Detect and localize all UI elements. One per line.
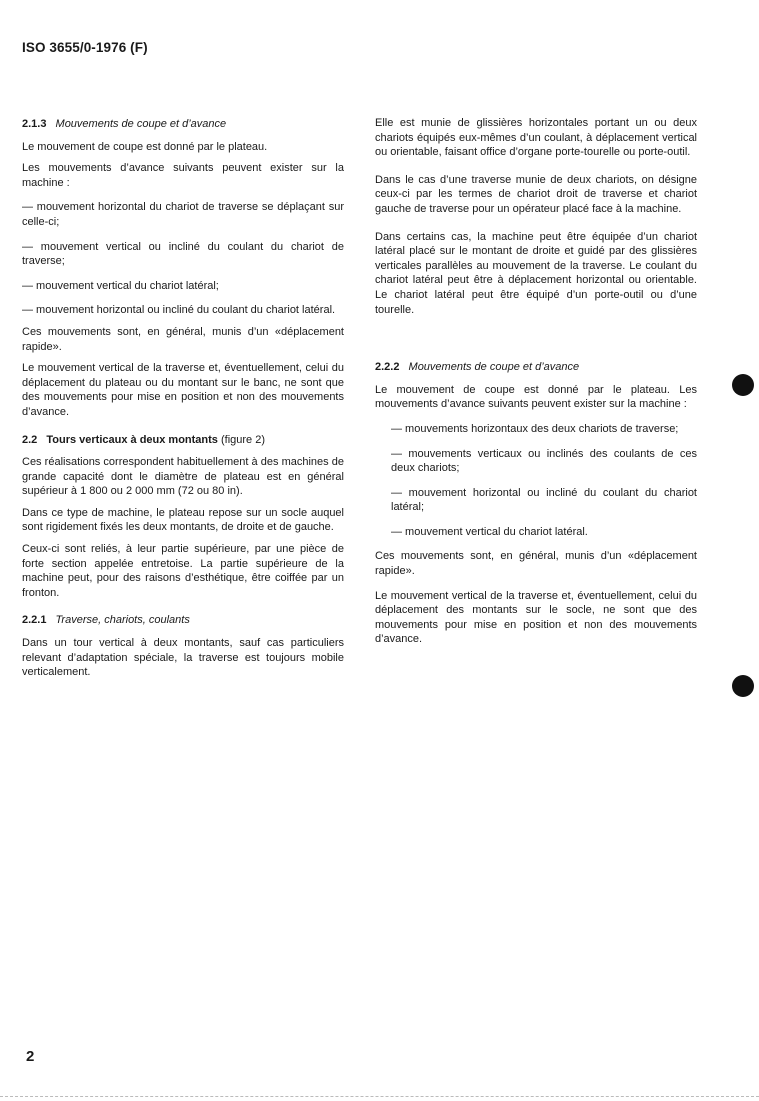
binding-hole-mark [732, 374, 754, 396]
list-item: — mouvement vertical du chariot latéral; [22, 279, 219, 292]
section-2-1-3-heading [22, 117, 344, 132]
section-number: 2.2.1 [22, 614, 47, 627]
paragraph: Dans certains cas, la machine peut être équipée d’un chariot latéral placé sur le montant de droite et guidé par des glissières verticales parallèles au mouvement de la traverse. Le coulant du chariot latéral peut être à déplacement horizontal ou orientable. Le chariot latéral peut être équipé d’un porte-outil ou d’une tourelle. [375, 230, 697, 316]
section-title: Traverse, chariots, coulants [55, 614, 190, 627]
paragraph: Ceux-ci sont reliés, à leur partie supérieure, par une pièce de forte section appelée entretoise. La partie supérieure de la machine peut, pour des raisons d’esthétique, être coiffée par un fronton. [22, 543, 344, 599]
paragraph: Ces réalisations correspondent habituellement à des machines de grande capacité dont le diamètre de plateau est en général supérieur à 1 800 ou 2 000 mm (72 ou 80 in). [22, 456, 344, 498]
document-header: ISO 3655/0-1976 (F) [22, 40, 148, 55]
paragraph: Ces mouvements sont, en général, munis d’un «déplacement rapide». [375, 550, 697, 578]
bottom-divider [0, 1096, 759, 1098]
section-2-2-1-heading [22, 613, 344, 628]
paragraph: Le mouvement de coupe est donné par le plateau. Les mouvements d’avance suivants peuvent exister sur la machine : [375, 383, 697, 411]
page-number: 2 [26, 1048, 35, 1065]
paragraph: Ces mouvements sont, en général, munis d’un «déplacement rapide». [22, 325, 344, 353]
list-item: — mouvement vertical ou incliné du coulant du chariot de traverse; [22, 240, 344, 268]
list-item: — mouvements horizontaux des deux chariots de traverse; [391, 422, 679, 435]
section-number: 2.1.3 [22, 118, 47, 130]
paragraph: Le mouvement vertical de la traverse et, éventuellement, celui du déplacement des montants sur le socle, ne sont que des mouvements pour mise en position et non des mouvements d’avance. [375, 589, 697, 646]
paragraph: Les mouvements d’avance suivants peuvent exister sur la machine : [22, 162, 344, 189]
paragraph: Dans ce type de machine, le plateau repose sur un socle auquel sont rigidement fixés les deux montants, de droite et de gauche. [22, 506, 344, 534]
list-item: — mouvements verticaux ou inclinés des coulants de ces deux chariots; [391, 447, 697, 475]
section-number: 2.2 [22, 433, 38, 446]
binding-hole-mark [732, 675, 754, 697]
left-column [22, 117, 344, 687]
list-item: — mouvement vertical du chariot latéral. [391, 525, 588, 538]
section-title-suffix: (figure 2) [221, 433, 266, 446]
paragraph: Dans le cas d’une traverse munie de deux chariots, on désigne ceux-ci par les termes de chariot droit de traverse et chariot gauche de traverse pour un opérateur placé face à la machine. [375, 173, 697, 215]
section-title: Tours verticaux à deux montants [46, 433, 218, 446]
right-column [375, 116, 697, 654]
section-title: Mouvements de coupe et d’avance [408, 361, 580, 374]
paragraph: Elle est munie de glissières horizontales portant un ou deux chariots équipés eux-mêmes d’un coulant, à déplacement vertical ou orientable, faisant office d’organe porte-tourelle ou porte-outil. [375, 117, 697, 159]
section-title: Mouvements de coupe et d’avance [55, 118, 227, 130]
section-number: 2.2.2 [375, 361, 400, 374]
paragraph: Le mouvement vertical de la traverse et, éventuellement, celui du déplacement du plateau ou du montant sur le banc, ne sont que des mouvements pour mise en position et non des mouvements d’avance. [22, 362, 344, 418]
paragraph: Le mouvement de coupe est donné par le plateau. [22, 140, 268, 153]
list-item: — mouvement horizontal ou incliné du coulant du chariot latéral. [22, 304, 336, 317]
section-2-2-heading [22, 433, 344, 448]
list-item: — mouvement horizontal ou incliné du coulant du chariot latéral; [391, 486, 697, 514]
list-item: — mouvement horizontal du chariot de traverse se déplaçant sur celle-ci; [22, 201, 344, 228]
section-2-2-2-heading [375, 360, 697, 375]
paragraph: Dans un tour vertical à deux montants, sauf cas particuliers relevant d’adaptation spéciale, la traverse est toujours mobile verticalement. [22, 637, 344, 679]
